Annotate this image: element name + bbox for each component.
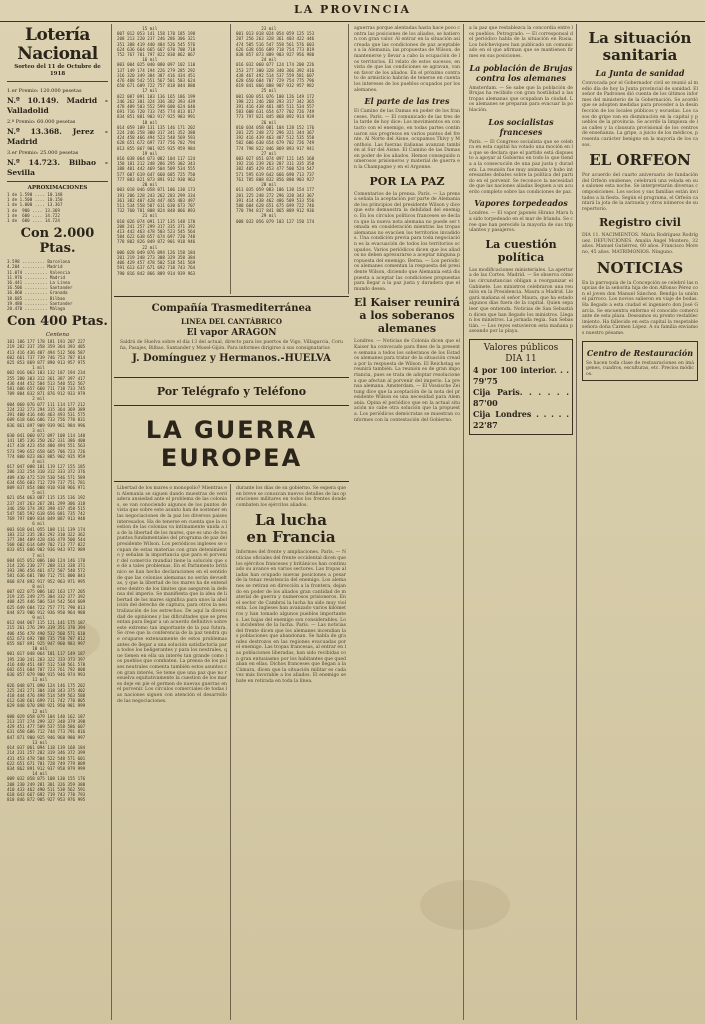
- article-intro-text: durante los días de su gobierno. Se espera que en breve se conozcan nuevos detalles de las operaciones militares en todos los frentes donde combaten los ejércitos aliados.: [236, 486, 346, 508]
- prize-3: 3.er Premio: 25.000 pesetas N.º 14.723. Bilbao - Sevilla: [7, 150, 108, 177]
- ad-company: Compañía Trasmediterránea: [151, 303, 312, 314]
- draw-line: Sorteo del 11 de Octubre de 1918: [14, 64, 101, 77]
- kaiser-text: Londres. — Noticias de Colonia dicen que el Kaiser ha convocado para fines de la presente semana a todos los soberanos de los Estados alemanes para tratar de la situación creada por la respuesta de Wilson. El Reichstag se reunirá también. La reunión es de gran importancia, pues se trata de adoptar resoluciones que afectan al porvenir del imperio. La prensa alemana. Amsterdam. — El Vossische Zeitung dice que la aceptación de la nota del presidente Wilson es una necesidad para Alemania. Opina el periódico que en la actual situación no cabe otra solución que la propuesta. Los periódicos demócratas se muestran conformes con la contestación del Gobierno.: [354, 339, 460, 423]
- column-4: [351, 24, 464, 1020]
- number-grid-3: 23 mil 001 013 018 024 054 059 125 153 207 256 263 328 361 403 422 446 474 505 516 547 558 561 576 603 626 638 656 689 718 754 773 819 838 857 873 889 903 927 956 980 24 mil 016 032 060 077 124 174 200 226 253 277 300 328 340 366 392 416 438 467 492 514 537 559 581 607 628 650 684 707 729 754 775 796 819 841 866 888 907 932 957 982 25 mil 001 030 051 076 100 126 149 172 198 221 246 268 293 317 342 365 391 416 438 461 485 511 534 557 583 608 631 654 677 702 726 749 773 797 821 845 868 892 914 939 26 mil 010 034 058 081 104 128 152 176 201 225 248 272 296 321 344 367 392 416 439 463 487 512 535 558 582 606 630 654 679 702 726 749 774 798 822 846 869 893 917 941 27 mil 003 027 051 074 097 121 145 168 192 216 239 263 287 311 335 358 382 405 429 453 477 500 524 547 571 595 619 642 666 690 713 737 761 785 808 832 856 880 903 927 28 mil 011 035 059 083 106 130 154 177 201 225 248 272 296 320 343 367 391 414 438 462 486 509 533 556 580 604 628 651 675 699 722 746 770 794 817 841 865 889 912 936 29 mil 008 032 056 079 103 127 150 174: [236, 26, 315, 224]
- war-title-line-1: LA GUERRA: [145, 416, 318, 444]
- masthead: [0, 0, 705, 22]
- centena-label: Centena: [45, 332, 70, 339]
- approximations-title: APROXIMACIONES: [27, 185, 88, 191]
- lucha-heading: La lucha en Francia: [246, 511, 336, 547]
- ad-ship: El vapor ARAGON: [186, 328, 277, 338]
- con-2000-heading: Con 2.000 Ptas.: [20, 226, 95, 257]
- registro-text: DIA 11. NACIMIENTOS. María Rodríguez Rodríguez. DEFUNCIONES. Amalia Ángel Montero, 32 años. Manuel Gutiérrez, 60 años. Francisco Moreno, 45 años. MATRIMONIOS. Ninguno.: [582, 233, 698, 256]
- noticias-text: En la parroquia de la Concepción se celebró las nupcias de la señorita hija de don Alfonso Pérez con el joven don Manuel Sánchez. Bendijo la unión el párroco. Los novios salieron en viaje de bodas. Ha llegado a esta ciudad el ingeniero don José García. Se encuentra enfermo el conocido comerciante de esta plaza. Deseamos su pronto restablecimiento. Ha fallecido en esta capital la respetable señora doña Carmen López. A su familia enviamos nuestro pésame.: [582, 280, 698, 336]
- number-grid-column-2: [114, 24, 231, 294]
- junta-text: Convocada por el Gobernador civil se reunió al medio día de hoy la Junta provincial de sanidad. El señor de Padrones dió cuenta de los últimos informes del ministerio de la Gobernación. Se acordó que se adopten medidas para proceder a la desinfección de los locales públicos y escuelas. Los casos de gripe van en disminución en la capital y pueblos de la provincia. Se acordó la limpieza de las calles y la clausura provisional de los centros de enseñanza. La gripe, a juicio de los médicos, presenta carácter benigno en la mayoría de los casos.: [582, 81, 698, 148]
- socialistas-text: París. — El Congreso socialista que se celebra en esta capital ha votado una moción en la que se declara que el partido está dispuesto a apoyar al Gobierno en todo lo que tienda a la consecución de una paz justa y duradera. La reunión fue muy animada y hubo interesantes debates sobre la política del partido en el porvenir. Se reconoce la necesidad de que las naciones aliadas lleguen a un acuerdo completo sobre las condiciones de paz.: [469, 139, 573, 195]
- parte-heading: El parte de las tres: [364, 96, 450, 107]
- valores-row-1: 4 por 100 interior. . . 79'75: [473, 364, 569, 386]
- con-400-heading: Con 400 Ptas.: [7, 314, 108, 330]
- lottery-title: Lotería Nacional: [17, 25, 98, 64]
- number-grid-1: 101 106 177 178 181 193 207 227 219 282 337 358 359 364 393 405 413 416 436 487 494 512 566 587 602 661 737 739 746 753 787 814 825 853 869 877 890 913 957 975 1 mil 002 016 063 103 132 187 194 234 255 280 303 312 361 387 397 417 436 444 452 504 513 540 552 567 581 606 657 660 711 718 733 745 789 804 832 871 876 912 933 979 2 mil 004 060 076 077 111 114 177 212 224 232 273 294 315 364 369 389 391 400 416 446 463 493 531 575 609 618 666 686 733 756 770 831 836 861 897 909 939 961 984 996 3 mil 030 041 060 072 097 108 114 140 141 185 236 250 262 331 386 400 417 418 423 454 480 494 551 563 573 590 652 658 665 706 723 726 774 800 823 863 885 902 935 959 4 mil 017 047 088 101 119 127 155 185 206 232 254 310 312 333 372 376 409 430 472 519 530 546 571 589 634 656 683 712 729 737 751 781 809 837 854 888 910 938 966 971 5 mil 021 054 063 087 115 135 136 192 237 247 263 267 281 299 306 318 346 350 374 392 398 437 458 515 547 565 592 618 656 681 735 742 769 797 809 834 849 887 913 948 6 mil 003 018 041 055 108 111 139 174 183 212 235 283 292 310 322 362 377 384 409 428 436 479 500 544 568 602 614 649 702 713 777 822 833 851 886 902 936 943 972 989 7 mil 004 015 052 086 100 124 146 170 214 226 230 277 288 313 338 371 393 396 456 461 472 507 540 572 581 636 681 700 712 751 800 843 860 874 892 917 952 963 971 995 8 mil 007 022 075 086 102 163 177 205 219 235 249 275 304 332 377 392 408 425 446 506 534 542 564 609 625 649 684 722 757 771 790 813 844 873 906 912 936 950 964 988 9 mil 012 044 067 115 121 141 175 187 215 261 276 299 319 351 370 394 406 456 478 490 532 560 571 610 652 673 692 708 735 758 787 812 855 867 891 925 947 960 983 997 10 mil 001 017 048 064 101 117 149 187 195 230 241 283 322 333 373 397 416 440 451 487 512 538 561 578 602 651 684 707 723 761 792 808 836 857 879 900 915 946 974 993 11 mil 026 048 071 090 124 146 175 202 225 243 271 304 318 343 375 402 418 444 476 498 514 549 563 588 612 638 661 699 711 742 770 805 829 848 870 898 921 950 981 999 12 mil 008 029 058 079 104 140 162 187 213 237 274 299 327 348 379 398 429 451 477 509 537 558 586 607 631 658 686 712 744 773 791 816 847 871 900 925 946 968 980 997 13 mil 014 037 061 094 118 139 168 184 214 231 257 282 319 346 372 399 431 453 478 504 522 548 571 601 622 651 671 701 728 749 779 809 834 862 891 912 937 958 979 999 14 mil 009 032 058 075 108 130 155 176 208 230 249 281 301 326 359 388 410 433 462 490 511 538 562 591 618 643 667 692 719 743 770 793 818 846 872 905 927 953 976 995: [7, 339, 86, 803]
- junta-heading: La Junta de sanidad: [595, 68, 685, 78]
- centro-heading: Centro de Restauración: [586, 347, 694, 358]
- kaiser-heading: El Kaiser reunirá a los soberanos alemanes: [354, 296, 460, 336]
- prize-1: 1.er Premio: 120.000 pesetas N.º 10.149. Madrid - Valladolid: [7, 88, 108, 115]
- centro-box: [582, 341, 698, 382]
- registro-heading: Registro civil: [599, 216, 681, 230]
- por-la-paz-heading: POR LA PAZ: [369, 174, 445, 188]
- vapores-text: Londres. — El vapor japonés Hirano Maru ha sido torpedeado en el mar de Irlanda. Se cree que han perecido la mayoría de sus tripulantes y pasajeros.: [469, 211, 573, 234]
- newspaper-name: LA PROVINCIA: [293, 3, 412, 16]
- article-column-3: [233, 484, 349, 1020]
- centro-text: Se hacen toda clase de restauraciones en imágenes, cuadros, esculturas, etc. Precios módicos.: [586, 360, 694, 377]
- vapores-heading: Vapores torpedeados: [474, 198, 568, 209]
- situacion-heading: La situación sanitaria: [588, 29, 692, 64]
- lottery-column: [4, 24, 112, 1020]
- por-la-paz-text: Comentarios de la prensa. París. — La prensa señala la aceptación por parte de Alemania de los principios del presidente Wilson y dice que esto demuestra la debilidad del enemigo. En los círculos políticos franceses se declara que la nueva nota alemana no puede ser tomada en consideración mientras las tropas alemanas no evacúen los territorios invadidos. Una condición previa para toda negociación es la evacuación de todos los territorios ocupados. Varios periódicos dicen que los aliados no deben apresurarse a aceptar ninguna propuesta del enemigo. Berna. — Los periódicos alemanes comentan la respuesta del presidente Wilson, diciendo que Alemania está dispuesta a aceptar las condiciones propuestas para llegar a la paz justa y duradera que el mundo desea.: [354, 191, 460, 292]
- column-6: [579, 24, 701, 1020]
- war-title-line-2: EUROPEA: [160, 444, 303, 472]
- valores-box: [469, 339, 573, 435]
- ad-line: LINEA DEL CANTÁBRICO: [181, 317, 282, 326]
- column-5: [466, 24, 577, 1020]
- orfeon-text: Por acuerdo del cuarto aniversario de fundación del Orfeón onubense, celebrará una velada en sus salones esta noche. Se interpretarán diversas composiciones. Los socios y sus familias están invitados a la fiesta. Según el programa, el Orfeón cantará la jota de la zarzuela y otros números de su repertorio.: [582, 173, 698, 212]
- column-4-top-text: aguerras porque alentadas hasta hace poco contra las posiciones de los aliados, se batieron con gran valor. Al entrar en la situación así creada que las condiciones de paz aceptables a la Alemania, las propuestas de Wilson, de mantenerse y llevar a cabo la ocupación de los territorios. El relato de estos sucesos, en vista de que las condiciones se agravan, van en favor de los aliados. En el próximo contrato de armisticio habrán de tenerse en cuenta los intereses de los pueblos ocupados por los alemanes.: [354, 26, 460, 93]
- valores-row-3: Cija Londres . . . . . 22'87: [473, 408, 569, 430]
- cuestion-text: Las modificaciones ministeriales. La apertura de las Cortes. Madrid. — Se observa cómo las circunstancias obligan a reorganizar el Gabinete. Los ministros celebraron una reunión en la Presidencia. Maura a Madrid. Llegará mañana el señor Maura, que ha estado algunos días fuera de la capital. Quien sepa leer que entienda. Noticias de San Sebastián dicen que han llegado los ministros. Llegan los ministros. La jornada regia. San Sebastián. — Los reyes estuvieron esta mañana paseando por la playa.: [469, 267, 573, 335]
- approximations-list: 1 de 1.590 .... 10.148 1 de 1.500 .... 10.150 1 de 1.000 .... 13.367 1 de 900 .... 13.369 1 de 600 .... 14.722 1 de 600 .... 14.724: [7, 192, 63, 224]
- shipping-advertisement: [114, 296, 349, 378]
- valores-row-2: Cija Paris. . . . . . 87'00: [473, 386, 569, 408]
- article-column-2: [114, 484, 231, 1020]
- article-text: Libertad de los mares o monopolio? Mientras en Alemania se siguen dando muestras de verdadera ansiedad ante el problema de las colonias, se van conociendo algunos de los puntos de vista que sobre este asunto han de sostener en las negociaciones de la paz los diversos paises interesados. Ha de tenerse en cuenta que la cuestion de las colonias va íntimamente unida a la de la libertad de los mares, que es uno de los puntos fundamentales del programa de paz del presidente Wilson. Los periódicos ingleses se ocupan de estas materias con gran detenimiento y señalan la importancia que para el porvenir del comercio mundial tiene la solución que se dé a tales problemas. En el Parlamento británico se han hecho declaraciones en el sentido de que las colonias alemanas no serán devueltas, y que la libertad de los mares ha de entenderse dentro de los límites que aseguren la defensa del imperio. Se manifiesta que la idea de libertad de los mares significa para unos la abolición del derecho de captura, para otros la neutralización de los estrechos. De aquí la diversidad de opiniones y las dificultades que se presentan para llegar a un acuerdo definitivo sobre este extremo tan importante de la paz futura. Se cree que la conferencia de la paz tendrá que ocuparse extensamente de estos problemas antes de llegar a una solución satisfactoria para todos los beligerantes y para los neutrales, que tienen en ella un interés tan grande como los pueblos que combaten. La prensa de los países neutrales comenta también estos asuntos con gran interés. Se teme que una paz que no resuelva equitativamente la cuestion de los mares deje en pie el germen de nuevas guerras en el porvenir. Los círculos comerciales de todas las naciones siguen con atención el desarrollo de las negociaciones.: [117, 486, 227, 704]
- telegraph-banner: Por Telégrafo y Teléfono: [114, 380, 349, 406]
- con-2000-list: 3.598 ......... Barcelona 4.204 ......... Madrid 11.074 ......... Valencia 11.976 ......... Madrid 16.441 ......... La Línea 16.506 ......... Santander 16.860 ......... Granada 18.685 ......... Bilbao 19.480 ......... Santander 20.470 ......... Málaga: [7, 259, 73, 312]
- ad-body-text: Saldrá de Huelva sobre el día 13 del actual, directo para los puertos de Vigo, Villagarcía, Coruña, Pasajes, Bilbao, Santander y Musel-Gijón. Para informes dirigirse á sus consignatarios: [120, 340, 343, 351]
- number-grid-column-3: [233, 24, 349, 294]
- noticias-heading: NOTICIAS: [596, 258, 684, 277]
- valores-title: Valores públicos: [483, 342, 559, 353]
- valores-day: DIA 11: [505, 353, 537, 364]
- brujas-heading: La población de Brujas contra los alemanes: [469, 62, 573, 83]
- lucha-text: Informes del frente y ampliaciones. París. — Noticias oficiales del frente occidental dicen que los ejércitos franceses y británicos han continuado su avance en varios sectores. Las tropas aliadas han ocupado nuevas posiciones a pesar de la tenaz resistencia del enemigo. Los alemanes se retiran en dirección a la frontera, dejando en poder de los aliados gran cantidad de material de guerra y numerosos prisioneros. En el sector de Cambrai la lucha ha sido muy violenta. Los ingleses han avanzado varios kilómetros y han tomado algunos pueblos importantes. Las bajas del enemigo son considerables. Los incidentes de la lucha. París. — Las noticias del frente dicen que los alemanes incendian las poblaciones que abandonan. Se habla de grandes destrozos en las regiones evacuadas por el enemigo. Las tropas francesas, al entrar en las poblaciones liberadas, han sido recibidas con gran entusiasmo por los habitantes que quedaban en ellas. Dichos franceses que llegan a la Cámara, dicen que la situación militar es cada vez más favorable a los aliados. El enemigo se bate en retirada en toda la línea.: [236, 550, 346, 685]
- number-grid-2: 15 mil 007 012 053 141 158 170 185 198 208 213 220 237 246 286 306 321 351 388 419 440 484 526 545 576 624 636 664 665 667 670 700 718 752 767 781 797 822 830 862 867 16 mil 003 004 025 040 080 097 102 110 137 149 174 194 226 279 285 292 316 320 349 384 387 416 434 451 476 488 542 551 567 581 583 624 650 671 689 722 757 818 844 880 17 mil 022 087 091 103 136 165 186 199 246 262 301 324 336 382 393 439 478 489 503 552 599 600 624 640 691 716 720 733 745 774 813 817 834 851 881 903 917 925 983 991 18 mil 014 059 109 131 135 146 171 202 224 246 258 300 317 341 352 388 424 458 466 494 523 548 569 593 628 651 672 697 737 756 782 794 813 855 867 901 925 935 959 984 19 mil 016 038 064 073 082 104 117 124 158 181 212 248 286 295 302 343 388 401 442 469 504 509 534 555 577 607 619 647 660 685 725 750 777 803 821 873 891 912 930 963 20 mil 003 018 046 058 071 106 130 173 191 206 228 243 262 283 299 334 361 382 407 428 447 465 483 497 511 534 558 587 611 630 673 707 732 760 781 808 824 848 866 893 21 mil 010 026 074 091 117 135 148 170 208 241 257 299 317 335 371 392 413 442 463 478 503 523 545 564 584 622 638 657 674 697 720 748 778 802 826 849 872 901 918 946 22 mil 006 028 049 076 094 126 158 184 201 219 248 273 308 329 358 384 406 429 457 478 502 518 541 569 591 613 637 671 692 718 743 764 790 816 842 866 889 914 939 963: [117, 26, 196, 276]
- column-5-top-text: a la paz que restablezca la concordia entre los pueblos. Petrogrado. — El corresponsal del periódico habla de la situación en Rusia. Los bolcheviques han publicado un comunicado en el que afirman que se mantienen firmes en sus posiciones.: [469, 26, 573, 59]
- brujas-text: Amsterdam. — Se sabe que la población de Brujas ha recibido con gran hostilidad a las tropas alemanas que ocupaban la ciudad. Los alemanes se preparan para evacuar la población.: [469, 85, 573, 113]
- socialistas-heading: Los socialistas franceses: [488, 116, 554, 137]
- prize-2: 2.º Premio: 60.000 pesetas N.º 13.368. Jerez - Madrid: [7, 119, 108, 146]
- cuestion-heading: La cuestión política: [485, 237, 557, 264]
- parte-text: El Camino de las Damas en poder de los franceses. París. — El comunicado de las tres de la tarde de hoy dice: Los movimientos en contacto con el enemigo, en todas partes continuaron sus progresos en varios puntos del frente. Al Norte del Aisne, ocupamos Thivy y Monthois. Las fuerzas italianas avanzan también al Sur del Aisne. El Camino de las Damas en poder de los aliados. Hemos conseguido numerosos prisioneros y material de guerra en la Champagne y en el Argonne.: [354, 109, 460, 171]
- orfeon-heading: EL ORFEON: [589, 151, 691, 170]
- ad-agent: J. Domínguez y Hermanos.-HUELVA: [132, 353, 331, 365]
- war-headline: [114, 408, 349, 482]
